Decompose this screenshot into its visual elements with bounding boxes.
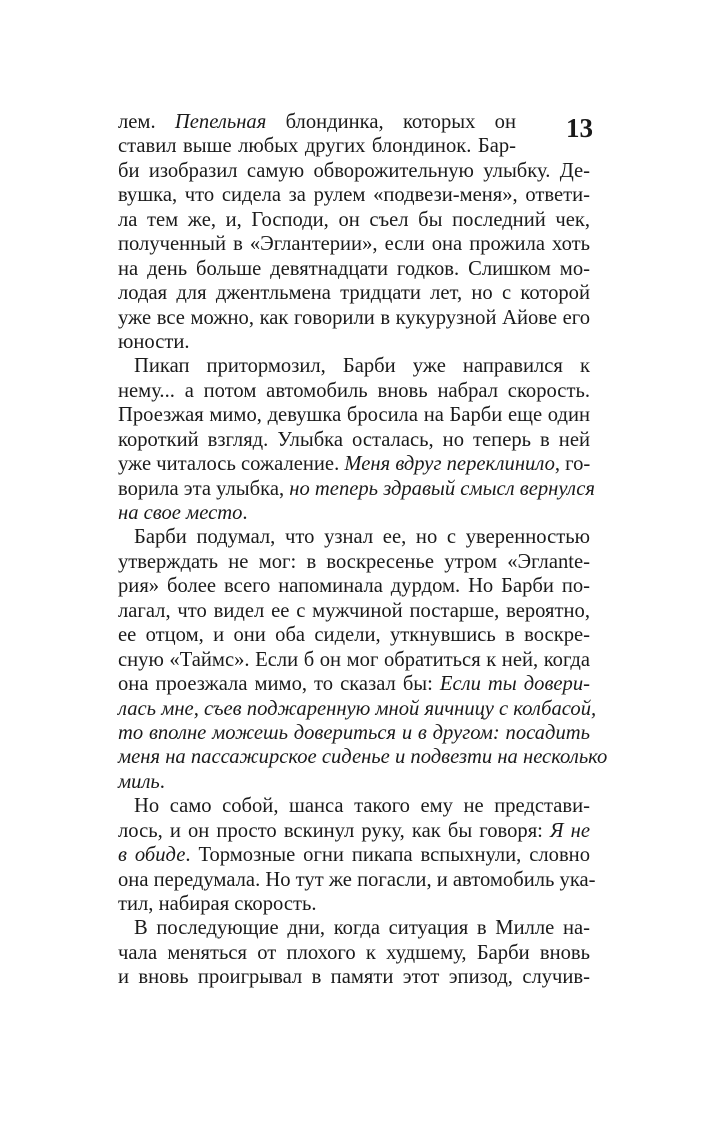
text-segment: лем. bbox=[118, 111, 175, 133]
text-segment: лагал, что видел ее с мужчиной постарше, вероятно, bbox=[118, 599, 590, 622]
italic-text: то вполне можешь довериться и в другом: посадить bbox=[118, 721, 590, 744]
text-line bbox=[118, 330, 590, 354]
text-line bbox=[118, 354, 590, 378]
text-line bbox=[118, 599, 590, 623]
text-line bbox=[118, 574, 590, 598]
text-segment: Барби подумал, что узнал ее, но с уверенностью bbox=[134, 526, 590, 549]
text-line bbox=[118, 477, 595, 501]
text-line bbox=[118, 745, 608, 769]
text-segment: Но само собой, шанса такого ему не представи- bbox=[134, 795, 590, 818]
text-segment: уже все можно, как говорили в кукурузной Айове его bbox=[118, 306, 590, 329]
italic-text: в обиде bbox=[118, 844, 186, 867]
text-line bbox=[118, 183, 590, 207]
text-segment: , го- bbox=[554, 453, 591, 476]
text-segment: нему... а потом автомобиль вновь набрал скорость. bbox=[118, 379, 590, 402]
text-segment: уже читалось сожаление. bbox=[118, 453, 345, 476]
page-number: 13 bbox=[566, 113, 593, 143]
text-line bbox=[118, 721, 590, 745]
text-line bbox=[118, 452, 590, 476]
text-line bbox=[118, 281, 590, 305]
text-line bbox=[118, 794, 590, 818]
text-segment: утверждать не мог: в воскресенье утром «Эглante- bbox=[118, 550, 590, 573]
body-text bbox=[118, 110, 608, 990]
text-line bbox=[118, 868, 596, 892]
text-segment: ставил выше любых других блондинок. Бар- bbox=[118, 135, 516, 158]
text-segment: она передумала. Но тут же погасли, и автомобиль ука- bbox=[118, 868, 596, 891]
text-line bbox=[118, 892, 590, 916]
text-line bbox=[118, 379, 590, 403]
italic-text: Меня вдруг переклинило bbox=[344, 453, 555, 476]
italic-text: миль bbox=[118, 770, 160, 793]
text-line bbox=[118, 232, 590, 256]
text-line bbox=[118, 965, 590, 989]
text-segment: Проезжая мимо, девушка бросила на Барби еще один bbox=[118, 404, 590, 427]
text-line bbox=[118, 648, 590, 672]
text-line bbox=[118, 257, 590, 281]
text-segment: . bbox=[159, 770, 165, 793]
italic-text: меня на пассажирское сиденье и подвезти на несколько bbox=[118, 746, 608, 769]
text-line bbox=[118, 428, 590, 452]
text-segment: блондинка, которых он bbox=[266, 111, 517, 133]
text-line bbox=[118, 501, 590, 525]
italic-text: Если ты довери- bbox=[439, 673, 590, 696]
text-segment: би изобразил самую обворожительную улыбку. Де- bbox=[118, 159, 590, 182]
text-line bbox=[118, 697, 597, 721]
italic-text: лась мне, съев поджаренную мной яичницу с колбасой, bbox=[118, 697, 597, 720]
text-line bbox=[118, 843, 590, 867]
text-line bbox=[118, 770, 590, 794]
text-segment: полученный в «Эглантерии», если она прожила хоть bbox=[118, 233, 590, 256]
text-segment: лодая для джентльмена тридцати лет, но с которой bbox=[118, 282, 590, 305]
text-segment: и вновь проигрывал в памяти этот эпизод, случив- bbox=[118, 966, 590, 989]
text-segment: лось, и он просто вскинул руку, как бы говоря: bbox=[118, 819, 550, 842]
text-line bbox=[118, 525, 590, 549]
text-line bbox=[118, 110, 516, 134]
italic-text: Я не bbox=[550, 819, 590, 842]
text-segment: . bbox=[242, 502, 248, 524]
italic-text: на свое место bbox=[118, 502, 243, 524]
text-line bbox=[118, 306, 590, 330]
text-segment: рия» более всего напоминала дурдом. Но Барби по- bbox=[118, 575, 590, 598]
text-segment: ла тем же, и, Господи, он съел бы последний чек, bbox=[118, 208, 590, 231]
text-line bbox=[118, 672, 590, 696]
text-line bbox=[118, 819, 590, 843]
text-segment: юности. bbox=[118, 330, 190, 353]
text-line bbox=[118, 550, 590, 574]
text-segment: сную «Таймс». Если б он мог обратиться к ней, когда bbox=[118, 648, 590, 671]
text-line bbox=[118, 403, 590, 427]
text-line bbox=[118, 134, 516, 158]
text-segment: короткий взгляд. Улыбка осталась, но теперь в ней bbox=[118, 428, 590, 451]
italic-text: но теперь здравый смысл вернулся bbox=[289, 477, 595, 500]
text-line bbox=[118, 159, 590, 183]
text-line bbox=[118, 623, 590, 647]
text-segment: ее отцом, и они оба сидели, уткнувшись в воскре- bbox=[118, 624, 590, 647]
text-line bbox=[118, 941, 590, 965]
text-segment: она проезжала мимо, то сказал бы: bbox=[118, 673, 440, 696]
text-segment: тил, набирая скорость. bbox=[118, 893, 317, 915]
text-segment: чала меняться от плохого к худшему, Барби вновь bbox=[118, 941, 590, 964]
text-segment: вушка, что сидела за рулем «подвези-меня», ответи- bbox=[118, 184, 590, 207]
text-line bbox=[118, 916, 590, 940]
text-segment: на день больше девятнадцати годков. Слишком мо- bbox=[118, 257, 590, 280]
text-line bbox=[118, 208, 590, 232]
text-segment: . Тормозные огни пикапа вспыхнули, словно bbox=[185, 844, 590, 867]
text-segment: Пикап притормозил, Барби уже направился к bbox=[134, 355, 590, 378]
text-segment: В последующие дни, когда ситуация в Милле на- bbox=[134, 917, 590, 940]
italic-text: Пепельная bbox=[174, 111, 267, 133]
text-segment: ворила эта улыбка, bbox=[118, 477, 290, 500]
